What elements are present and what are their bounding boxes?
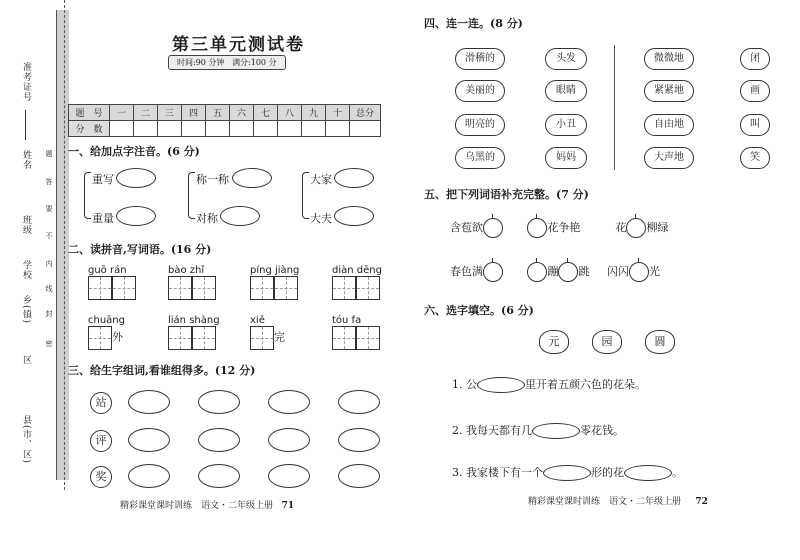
answer-lantern[interactable] <box>268 390 310 414</box>
score-col: 六 <box>230 105 254 121</box>
seal-text: 要 <box>45 205 53 213</box>
score-col: 一 <box>110 105 134 121</box>
score-cell[interactable] <box>158 121 182 137</box>
writing-grid[interactable] <box>192 276 216 300</box>
score-table-row-head: 题 号 <box>69 105 110 121</box>
pinyin-text: chuāng <box>88 315 125 326</box>
full-score: 满分:100 分 <box>232 58 277 67</box>
char-zhan: 站 <box>95 396 107 409</box>
apple-blank[interactable] <box>483 262 503 282</box>
binding-strip <box>20 0 62 560</box>
pinyin-bubble[interactable] <box>116 168 156 188</box>
time-limit: 时间:90 分钟 <box>177 58 225 67</box>
score-cell[interactable] <box>206 121 230 137</box>
writing-grid[interactable] <box>168 276 192 300</box>
choice-yuan-3[interactable]: 圆 <box>645 330 675 354</box>
seal-text: 不 <box>45 232 53 240</box>
match-right[interactable]: 笑 <box>740 147 770 169</box>
q1-prefix: 1. 公 <box>452 378 477 391</box>
idiom-text: 花争艳 <box>547 221 581 234</box>
choice-yuan-2[interactable]: 园 <box>592 330 622 354</box>
county-label: 县(市、区) <box>21 415 31 465</box>
score-col: 二 <box>134 105 158 121</box>
fill-blank[interactable] <box>624 465 672 481</box>
score-cell[interactable] <box>254 121 278 137</box>
page-number: 71 <box>281 501 295 511</box>
answer-lantern[interactable] <box>338 390 380 414</box>
fixed-char-wan: 完 <box>274 330 285 344</box>
char-circle <box>90 466 112 488</box>
pinyin-bubble[interactable] <box>220 206 260 226</box>
writing-grid[interactable] <box>88 276 112 300</box>
score-col: 三 <box>158 105 182 121</box>
seal-text: 内 <box>45 260 53 268</box>
pinyin-item <box>250 265 320 300</box>
apple-blank[interactable] <box>483 218 503 238</box>
match-left[interactable]: 紧紧地 <box>644 80 694 102</box>
q2-suffix: 零花钱。 <box>580 424 624 437</box>
match-left[interactable]: 明亮的 <box>455 114 505 136</box>
q2-prefix: 2. 我每天都有几 <box>452 424 532 437</box>
name-label: 姓名 <box>21 150 31 170</box>
district-label: 区 <box>21 355 31 365</box>
exam-number-label: 准考证号 <box>21 62 31 102</box>
word-chengyicheng: 称一称 <box>196 173 229 186</box>
question-2 <box>452 422 624 439</box>
score-col: 总分 <box>350 105 381 121</box>
answer-lantern[interactable] <box>128 428 170 452</box>
idiom-text: 光 <box>648 265 660 278</box>
idiom-row-2 <box>450 262 790 282</box>
page-number: 72 <box>695 497 708 507</box>
footer-right <box>528 494 708 507</box>
writing-grid[interactable] <box>88 326 112 350</box>
word-duichen: 对称 <box>196 212 218 225</box>
answer-lantern[interactable] <box>198 390 240 414</box>
pinyin-item <box>168 315 228 350</box>
match-left[interactable]: 滑稽的 <box>455 48 505 70</box>
match-divider <box>614 45 615 170</box>
word-chongxie: 重写 <box>92 173 114 186</box>
pinyin-text: xiě <box>250 315 265 326</box>
q1-suffix: 里开着五颜六色的花朵。 <box>525 378 646 391</box>
section-4-heading: 四、连一连。(8 分) <box>424 17 523 30</box>
char-ping: 评 <box>95 434 107 447</box>
writing-grid[interactable] <box>274 276 298 300</box>
score-cell[interactable] <box>350 121 381 137</box>
apple-blank[interactable] <box>558 262 578 282</box>
seal-text: 封 <box>45 310 53 318</box>
idiom-text: 闪闪 <box>606 265 629 278</box>
seal-text: 答 <box>45 178 53 186</box>
writing-grid[interactable] <box>356 276 380 300</box>
pinyin-item <box>332 315 392 350</box>
pinyin-bubble[interactable] <box>116 206 156 226</box>
score-col: 九 <box>302 105 326 121</box>
section-2-heading: 二、读拼音,写词语。(16 分) <box>68 243 212 256</box>
pinyin-text: guō rán <box>88 265 127 276</box>
exam-meta <box>168 55 286 70</box>
match-right[interactable]: 眼睛 <box>545 80 587 102</box>
word-zhongliang: 重量 <box>92 212 114 225</box>
pinyin-item <box>88 315 148 350</box>
answer-lantern[interactable] <box>268 464 310 488</box>
town-label: 乡(镇) <box>21 295 31 325</box>
match-left[interactable]: 美丽的 <box>455 80 505 102</box>
seal-text: 线 <box>45 285 53 293</box>
score-cell[interactable] <box>182 121 206 137</box>
score-cell[interactable] <box>302 121 326 137</box>
pinyin-text: píng jiàng <box>250 265 300 276</box>
match-right[interactable]: 叫 <box>740 114 770 136</box>
pinyin-item <box>250 315 310 350</box>
score-col: 八 <box>278 105 302 121</box>
choice-yuan-1[interactable]: 元 <box>539 330 569 354</box>
writing-grid[interactable] <box>168 326 192 350</box>
score-cell[interactable] <box>278 121 302 137</box>
q3-middle: 形的花 <box>591 466 624 479</box>
match-right[interactable]: 画 <box>740 80 770 102</box>
idiom-text: 含苞欲 <box>450 221 483 234</box>
pinyin-bubble[interactable] <box>334 168 374 188</box>
score-col: 四 <box>182 105 206 121</box>
answer-lantern[interactable] <box>198 464 240 488</box>
score-col: 七 <box>254 105 278 121</box>
pinyin-text: diàn dēng <box>332 265 382 276</box>
section-5-heading: 五、把下列词语补充完整。(7 分) <box>424 188 589 201</box>
match-right[interactable]: 头发 <box>545 48 587 70</box>
idiom-text: 花 <box>615 221 627 234</box>
apple-blank[interactable] <box>527 218 547 238</box>
apple-blank[interactable] <box>527 262 547 282</box>
q3-prefix: 3. 我家楼下有一个 <box>452 466 543 479</box>
pinyin-item <box>168 265 228 300</box>
match-right[interactable]: 小丑 <box>545 114 587 136</box>
idiom-row-1 <box>450 218 790 238</box>
page-title: 第三单元测试卷 <box>172 35 305 55</box>
pinyin-text: bào zhǐ <box>168 265 205 276</box>
writing-grid[interactable] <box>356 326 380 350</box>
pinyin-bubble[interactable] <box>232 168 272 188</box>
pinyin-bubble[interactable] <box>334 206 374 226</box>
section-6-heading: 六、选字填空。(6 分) <box>424 304 534 317</box>
fill-blank[interactable] <box>532 423 580 439</box>
score-col: 五 <box>206 105 230 121</box>
word-daifu: 大夫 <box>310 212 332 225</box>
match-left[interactable]: 自由地 <box>644 114 694 136</box>
writing-grid[interactable] <box>250 326 274 350</box>
writing-grid[interactable] <box>192 326 216 350</box>
score-cell[interactable] <box>326 121 350 137</box>
pinyin-item <box>332 265 402 300</box>
answer-lantern[interactable] <box>128 464 170 488</box>
idiom-text: 柳绿 <box>646 221 669 234</box>
score-cell[interactable] <box>134 121 158 137</box>
char-circle <box>90 392 112 414</box>
match-left[interactable]: 大声地 <box>644 147 694 169</box>
score-cell[interactable] <box>230 121 254 137</box>
class-label: 班级 <box>21 215 31 235</box>
q3-end: 。 <box>672 466 683 479</box>
fixed-char-wai: 外 <box>112 330 123 344</box>
idiom-text: 蹦 <box>547 265 559 278</box>
section-1-heading: 一、给加点字注音。(6 分) <box>68 145 200 158</box>
score-cell[interactable] <box>110 121 134 137</box>
idiom-text: 春色满 <box>450 265 483 278</box>
writing-grid[interactable] <box>332 276 356 300</box>
char-circle <box>90 430 112 452</box>
writing-grid[interactable] <box>250 276 274 300</box>
char-jiang: 奖 <box>95 470 107 483</box>
score-table <box>68 104 381 137</box>
answer-lantern[interactable] <box>128 390 170 414</box>
fill-blank[interactable] <box>543 465 591 481</box>
pinyin-text: tóu fa <box>332 315 362 326</box>
seal-text: 题 <box>45 150 53 158</box>
footer-text: 精彩课堂课时训练 语文・二年级上册 <box>120 501 274 511</box>
answer-lantern[interactable] <box>198 428 240 452</box>
word-dajia: 大家 <box>310 173 332 186</box>
score-col: 十 <box>326 105 350 121</box>
footer-left <box>120 498 294 511</box>
fill-blank[interactable] <box>477 377 525 393</box>
score-table-row-head: 分 数 <box>69 121 110 137</box>
answer-lantern[interactable] <box>338 464 380 488</box>
question-1 <box>452 376 646 393</box>
pinyin-item <box>88 265 148 300</box>
idiom-text: 跳 <box>578 265 590 278</box>
writing-grid[interactable] <box>332 326 356 350</box>
answer-lantern[interactable] <box>268 428 310 452</box>
match-left[interactable]: 微微地 <box>644 48 694 70</box>
apple-blank[interactable] <box>626 218 646 238</box>
answer-lantern[interactable] <box>338 428 380 452</box>
apple-blank[interactable] <box>629 262 649 282</box>
match-left[interactable]: 乌黑的 <box>455 147 505 169</box>
question-3 <box>452 464 683 481</box>
pinyin-text: lián shàng <box>168 315 220 326</box>
seal-text: 密 <box>45 340 53 348</box>
section-3-heading: 三、给生字组词,看谁组得多。(12 分) <box>68 364 256 377</box>
writing-grid[interactable] <box>112 276 136 300</box>
school-label: 学校 <box>21 260 31 280</box>
match-right[interactable]: 妈妈 <box>545 147 587 169</box>
footer-text: 精彩课堂课时训练 语文・二年级上册 <box>528 497 682 507</box>
match-right[interactable]: 闭 <box>740 48 770 70</box>
